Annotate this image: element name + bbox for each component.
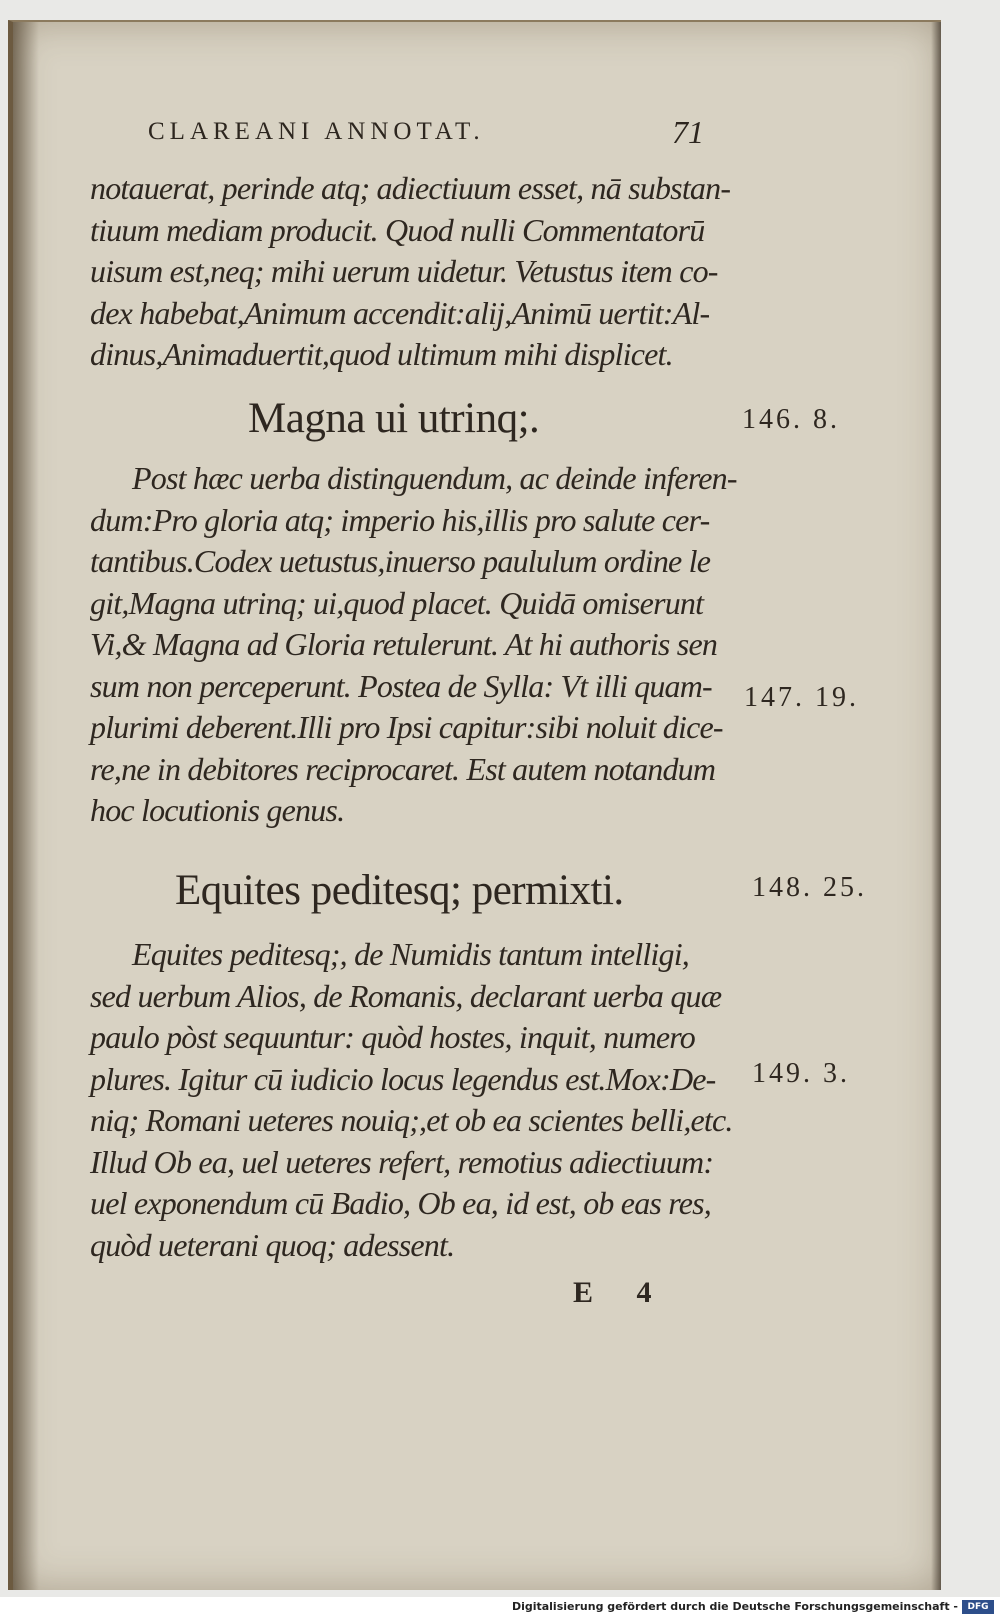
text-line: quòd ueterani quoq; adessent.: [90, 1226, 455, 1263]
footer-credit: Digitalisierung gefördert durch die Deutsche Forschungsgemeinschaft -: [511, 1600, 958, 1613]
text-line: sed uerbum Alios, de Romanis, declarant uerba quæ: [90, 977, 722, 1014]
margin-reference: 147. 19.: [744, 682, 859, 713]
text-line: dinus,Animaduertit,quod ultimum mihi displicet.: [90, 336, 673, 372]
paragraph-1: [90, 168, 730, 376]
margin-reference: 149. 3.: [752, 1058, 850, 1089]
text-line: sum non perceperunt. Postea de Sylla: Vt illi quam-: [90, 667, 712, 704]
text-line: tantibus.Codex uetustus,inuerso paululum ordine le: [90, 543, 711, 579]
text-line: plurimi deberent.Illi pro Ipsi capitur:sibi noluit dice-: [90, 709, 723, 745]
text-line: Post hæc uerba distinguendum, ac deinde inferen-: [132, 460, 737, 496]
signature-mark: E 4: [573, 1276, 670, 1309]
page-edge-shadow: [931, 22, 941, 1590]
text-line: hoc locutionis genus.: [90, 792, 345, 828]
spine-shadow: [13, 22, 39, 1590]
text-line: re,ne in debitores reciprocaret. Est autem notandum: [90, 750, 716, 787]
text-line: Vi,& Magna ad Gloria retulerunt. At hi authoris sen: [90, 626, 718, 662]
text-line: tiuum mediam producit. Quod nulli Commentatorū: [90, 211, 705, 248]
text-line: dex habebat,Animum accendit:alij,Animū uertit:Al-: [90, 294, 710, 331]
text-line: Illud Ob ea, uel ueteres refert, remotius adiectiuum:: [90, 1143, 714, 1180]
text-line: paulo pòst sequuntur: quòd hostes, inquit, numero: [90, 1019, 695, 1055]
running-head: CLAREANI ANNOTAT.: [148, 118, 485, 145]
text-line: Equites peditesq;, de Numidis tantum intelligi,: [132, 936, 690, 972]
dfg-logo: DFG: [962, 1600, 994, 1614]
text-line: dum:Pro gloria atq; imperio his,illis pro salute cer-: [90, 501, 710, 538]
text-line: niq; Romani ueteres nouiq;,et ob ea scientes belli,etc.: [90, 1102, 733, 1138]
text-line: git,Magna utrinq; ui,quod placet. Quidā omiserunt: [90, 584, 704, 621]
text-line: uel exponendum cū Badio, Ob ea, id est, ob eas res,: [90, 1185, 711, 1221]
section-heading-1: Magna ui utrinq;.: [248, 395, 540, 442]
margin-reference: 146. 8.: [742, 404, 840, 435]
paragraph-2: [90, 458, 737, 832]
page-number: 71: [672, 114, 704, 150]
text-line: plures. Igitur cū iudicio locus legendus est.Mox:De-: [90, 1060, 716, 1097]
text-line: notauerat, perinde atq; adiectiuum esset, nā substan-: [90, 170, 731, 206]
section-heading-2: Equites peditesq; permixti.: [175, 867, 624, 914]
margin-reference: 148. 25.: [752, 872, 867, 903]
text-line: uisum est,neq; mihi uerum uidetur. Vetustus item co-: [90, 253, 718, 289]
paragraph-3: [90, 934, 733, 1266]
